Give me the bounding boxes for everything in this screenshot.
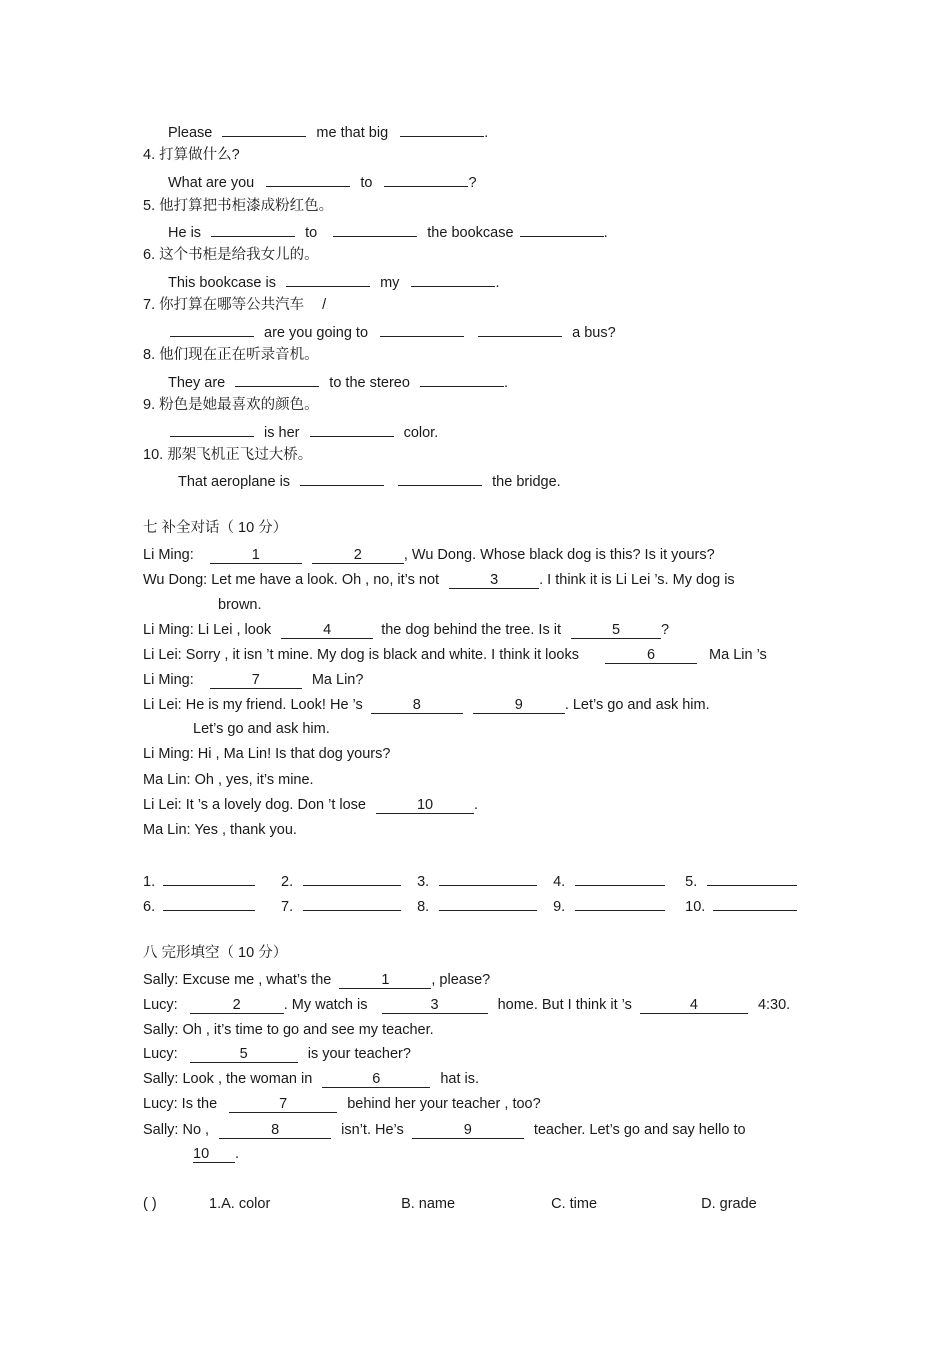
dialog-line-2: Wu Dong: Let me have a look. Oh , no, it’s not 3 . I think it is Li Lei ’s. My dog is <box>143 572 735 588</box>
answer-blank[interactable] <box>384 172 468 187</box>
numbered-blank[interactable]: 7 <box>210 673 302 689</box>
mc-question-1: ( ) 1.A. color B. name C. time D. grade <box>143 1196 757 1212</box>
q10-chinese-line: 10. 那架飞机正飞过大桥。 <box>143 447 313 463</box>
q7-english-line: are you going to a bus? <box>168 322 616 342</box>
q4-english-line: What are you to ? <box>168 172 477 192</box>
numbered-blank[interactable]: 4 <box>281 623 373 639</box>
answer-blank[interactable] <box>170 422 254 437</box>
numbered-blank[interactable]: 10 <box>193 1147 235 1163</box>
answer-blank[interactable] <box>398 471 482 486</box>
cloze-line-5: Sally: Look , the woman in 6 hat is. <box>143 1071 480 1087</box>
answer-blank[interactable] <box>439 896 537 911</box>
answer-blank[interactable] <box>303 871 401 886</box>
cloze-line-3: Sally: Oh , it’s time to go and see my teacher. <box>143 1022 434 1038</box>
answer-blank[interactable] <box>400 122 484 137</box>
answer-blank[interactable] <box>170 322 254 337</box>
q8-chinese-line: 8. 他们现在正在听录音机。 <box>143 347 319 363</box>
numbered-blank[interactable]: 8 <box>371 698 463 714</box>
cloze-line-1: Sally: Excuse me , what’s the 1 , please? <box>143 972 491 988</box>
answer-blank[interactable] <box>575 871 665 886</box>
cloze-line-6: Lucy: Is the 7 behind her your teacher , too? <box>143 1096 541 1112</box>
answer-blank[interactable] <box>163 896 255 911</box>
q10-english-line: That aeroplane is the bridge. <box>178 471 561 491</box>
dialog-line-7: Li Ming: Hi , Ma Lin! Is that dog yours? <box>143 746 391 762</box>
answer-blank[interactable] <box>163 871 255 886</box>
answer-blank[interactable] <box>380 322 464 337</box>
numbered-blank[interactable]: 2 <box>312 548 404 564</box>
dialog-line-9: Li Lei: It ’s a lovely dog. Don ’t lose 10 . <box>143 797 479 813</box>
numbered-blank[interactable]: 9 <box>473 698 565 714</box>
section8-title: 八 完形填空（ 10 分） <box>143 945 288 961</box>
answer-blank[interactable] <box>333 222 417 237</box>
answer-blank[interactable] <box>235 372 319 387</box>
answer-row-1: 1. 2. 3. 4. 5. <box>143 871 797 891</box>
answer-blank[interactable] <box>478 322 562 337</box>
numbered-blank[interactable]: 9 <box>412 1123 524 1139</box>
answer-blank[interactable] <box>713 896 797 911</box>
q6-english-line: This bookcase is my . <box>168 272 499 292</box>
dialog-line-2-cont: brown. <box>218 597 262 613</box>
answer-blank[interactable] <box>300 471 384 486</box>
dialog-line-4: Li Lei: Sorry , it isn ’t mine. My dog is black and white. I think it looks 6 Ma Lin ’s <box>143 647 767 663</box>
numbered-blank[interactable]: 10 <box>376 798 474 814</box>
answer-row-2: 6. 7. 8. 9. 10. <box>143 896 797 916</box>
numbered-blank[interactable]: 4 <box>640 998 748 1014</box>
answer-blank[interactable] <box>575 896 665 911</box>
answer-blank[interactable] <box>286 272 370 287</box>
answer-blank[interactable] <box>439 871 537 886</box>
cloze-line-2: Lucy: 2 . My watch is 3 home. But I think it ’s 4 4:30. <box>143 997 791 1013</box>
numbered-blank[interactable]: 1 <box>210 548 302 564</box>
option-c[interactable]: C. time <box>551 1196 598 1212</box>
answer-blank[interactable] <box>310 422 394 437</box>
numbered-blank[interactable]: 6 <box>322 1072 430 1088</box>
numbered-blank[interactable]: 6 <box>605 648 697 664</box>
answer-blank[interactable] <box>420 372 504 387</box>
numbered-blank[interactable]: 3 <box>382 998 488 1014</box>
numbered-blank[interactable]: 1 <box>339 973 431 989</box>
answer-blank[interactable] <box>266 172 350 187</box>
q5-chinese-line: 5. 他打算把书柜漆成粉红色。 <box>143 198 334 214</box>
dialog-line-6: Li Lei: He is my friend. Look! He ’s 8 9 . Let’s go and ask him. <box>143 697 710 713</box>
q9-english-line: is her color. <box>168 422 438 442</box>
cloze-line-7: Sally: No , 8 isn’t. He’s 9 teacher. Let’s go and say hello to <box>143 1122 746 1138</box>
dialog-line-3: Li Ming: Li Lei , look 4 the dog behind the tree. Is it 5 ? <box>143 622 670 638</box>
cloze-line-4: Lucy: 5 is your teacher? <box>143 1046 411 1062</box>
answer-paren[interactable]: ( ) <box>143 1196 157 1212</box>
option-b[interactable]: B. name <box>401 1196 456 1212</box>
answer-blank[interactable] <box>222 122 306 137</box>
q5-english-line: He is to the bookcase . <box>168 222 608 242</box>
numbered-blank[interactable]: 3 <box>449 573 539 589</box>
numbered-blank[interactable]: 5 <box>190 1047 298 1063</box>
q7-chinese-line: 7. 你打算在哪等公共汽车 / <box>143 297 327 313</box>
answer-blank[interactable] <box>303 896 401 911</box>
q8-english-line: They are to the stereo . <box>168 372 508 392</box>
option-d[interactable]: D. grade <box>701 1196 757 1212</box>
answer-blank[interactable] <box>411 272 495 287</box>
q6-chinese-line: 6. 这个书柜是给我女儿的。 <box>143 247 319 263</box>
q3-english-line: Please me that big . <box>168 122 488 142</box>
numbered-blank[interactable]: 5 <box>571 623 661 639</box>
dialog-line-6-cont: Let’s go and ask him. <box>193 721 330 737</box>
cloze-line-7-cont: 10 . <box>193 1146 240 1162</box>
q9-chinese-line: 9. 粉色是她最喜欢的颜色。 <box>143 397 319 413</box>
q4-chinese-line: 4. 打算做什么? <box>143 147 240 163</box>
numbered-blank[interactable]: 7 <box>229 1097 337 1113</box>
answer-blank[interactable] <box>211 222 295 237</box>
numbered-blank[interactable]: 8 <box>219 1123 331 1139</box>
answer-blank[interactable] <box>707 871 797 886</box>
answer-blank[interactable] <box>520 222 604 237</box>
numbered-blank[interactable]: 2 <box>190 998 284 1014</box>
dialog-line-10: Ma Lin: Yes , thank you. <box>143 822 297 838</box>
dialog-line-5: Li Ming: 7 Ma Lin? <box>143 672 364 688</box>
section7-title: 七 补全对话（ 10 分） <box>143 520 288 536</box>
dialog-line-1: Li Ming: 1 2 , Wu Dong. Whose black dog is this? Is it yours? <box>143 547 715 563</box>
dialog-line-8: Ma Lin: Oh , yes, it’s mine. <box>143 772 314 788</box>
